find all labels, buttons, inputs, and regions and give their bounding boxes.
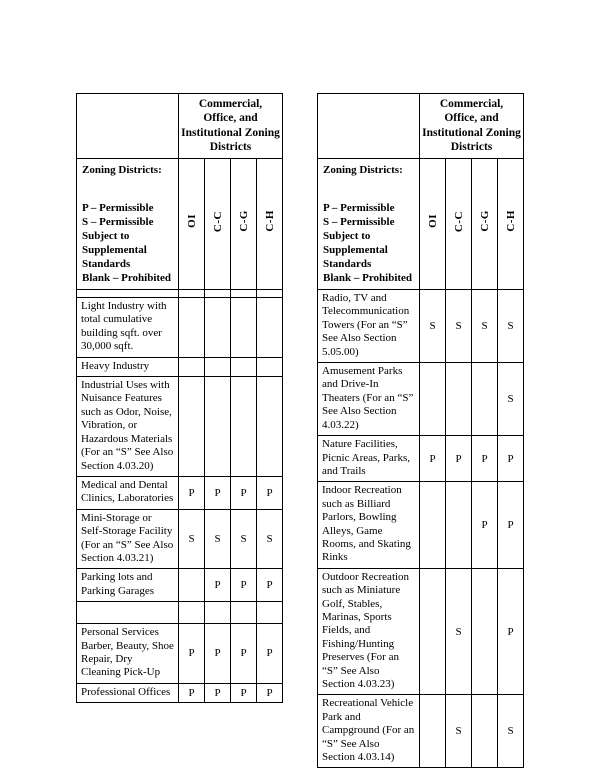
district-value-cell: P <box>257 569 283 602</box>
district-header-cell <box>472 158 498 290</box>
group-header-row <box>77 94 283 159</box>
district-value-cell <box>231 298 257 358</box>
district-value-cell: P <box>231 624 257 684</box>
zoning-table-right <box>317 93 524 768</box>
district-value-cell <box>231 290 257 298</box>
zoning-table-left <box>76 93 283 703</box>
district-value-cell: S <box>446 568 472 695</box>
table-row <box>77 298 283 358</box>
district-label: C-G <box>237 210 250 233</box>
district-value-cell: P <box>205 569 231 602</box>
corner-cell <box>77 94 179 159</box>
use-description-cell: Personal Services Barber, Beauty, Shoe Repair, Dry Cleaning Pick-Up <box>77 624 179 684</box>
table-row <box>318 482 524 568</box>
district-value-cell <box>179 569 205 602</box>
district-value-cell <box>179 290 205 298</box>
district-label: C-C <box>452 210 465 232</box>
district-value-cell <box>420 695 446 768</box>
district-value-cell <box>257 377 283 477</box>
district-value-cell: P <box>498 482 524 568</box>
district-value-cell: P <box>257 683 283 702</box>
district-value-cell <box>446 482 472 568</box>
district-value-cell <box>420 482 446 568</box>
legend-line: Blank – Prohibited <box>82 271 172 284</box>
district-value-cell: P <box>205 683 231 702</box>
district-label: C-H <box>263 210 276 233</box>
use-description-cell: Indoor Recreation such as Billiard Parlors, Bowling Alleys, Game Rooms, and Skating Rinks <box>318 482 420 568</box>
district-header-cell <box>498 158 524 290</box>
district-value-cell: S <box>498 290 524 363</box>
district-value-cell: S <box>179 509 205 569</box>
district-value-cell: S <box>231 509 257 569</box>
district-value-cell <box>472 695 498 768</box>
use-description-cell: Radio, TV and Telecommunication Towers (For an “S” See Also Section 5.05.00) <box>318 290 420 363</box>
district-value-cell: P <box>472 436 498 482</box>
district-label: C-C <box>211 210 224 232</box>
use-description-cell: Recreational Vehicle Park and Campground (For an “S” See Also Section 4.03.14) <box>318 695 420 768</box>
district-value-cell: S <box>446 290 472 363</box>
district-value-cell: P <box>498 436 524 482</box>
district-value-cell <box>179 357 205 376</box>
district-header-cell <box>446 158 472 290</box>
district-value-cell: S <box>420 290 446 363</box>
district-value-cell: S <box>257 509 283 569</box>
district-label: OI <box>185 214 198 229</box>
district-value-cell <box>179 377 205 477</box>
district-value-cell: P <box>179 476 205 509</box>
legend-line: Blank – Prohibited <box>323 271 413 284</box>
district-value-cell <box>257 290 283 298</box>
legend-line: P – Permissible <box>323 201 395 214</box>
district-value-cell <box>420 363 446 436</box>
use-description-cell: Light Industry with total cumulative building sqft. over 30,000 sqft. <box>77 298 179 358</box>
table-body <box>318 290 524 768</box>
district-value-cell: P <box>205 624 231 684</box>
district-value-cell: P <box>257 624 283 684</box>
district-value-cell: P <box>231 683 257 702</box>
use-description-cell: Parking lots and Parking Garages <box>77 569 179 602</box>
legend-row <box>77 158 283 290</box>
district-value-cell <box>205 298 231 358</box>
district-label: C-H <box>504 210 517 233</box>
table-row <box>77 683 283 702</box>
district-value-cell <box>257 298 283 358</box>
spacer-row <box>77 290 283 298</box>
legend-spacer <box>82 177 173 201</box>
use-description-cell: Nature Facilities, Picnic Areas, Parks, and Trails <box>318 436 420 482</box>
district-value-cell <box>205 602 231 624</box>
table-row <box>77 476 283 509</box>
district-value-cell: P <box>472 482 498 568</box>
district-value-cell <box>179 298 205 358</box>
district-value-cell: S <box>472 290 498 363</box>
group-header-row <box>318 94 524 159</box>
district-value-cell: S <box>446 695 472 768</box>
district-header-cell <box>257 158 283 290</box>
table-row <box>77 357 283 376</box>
legend-row <box>318 158 524 290</box>
group-header: Commercial, Office, and Institutional Zoning Districts <box>179 94 283 159</box>
district-value-cell <box>231 602 257 624</box>
use-description-cell: Heavy Industry <box>77 357 179 376</box>
table-row <box>318 436 524 482</box>
use-description-cell: Professional Offices <box>77 683 179 702</box>
district-value-cell <box>420 568 446 695</box>
district-label: OI <box>426 214 439 229</box>
legend-cell <box>318 158 420 290</box>
group-header: Commercial, Office, and Institutional Zoning Districts <box>420 94 524 159</box>
table-body <box>77 290 283 703</box>
district-value-cell <box>205 357 231 376</box>
use-description-cell: Mini-Storage or Self-Storage Facility (For an “S” See Also Section 4.03.21) <box>77 509 179 569</box>
district-value-cell <box>231 377 257 477</box>
legend-line: P – Permissible <box>82 201 154 214</box>
use-description-cell: Amusement Parks and Drive-In Theaters (For an “S” See Also Section 4.03.22) <box>318 363 420 436</box>
use-description-cell <box>77 290 179 298</box>
use-description-cell: Medical and Dental Clinics, Laboratories <box>77 476 179 509</box>
district-value-cell: S <box>498 363 524 436</box>
use-description-cell <box>77 602 179 624</box>
table-row <box>77 509 283 569</box>
legend-line: S – Permissible Subject to Supplemental Standards <box>323 215 395 270</box>
district-value-cell <box>179 602 205 624</box>
legend-title: Zoning Districts: <box>82 163 162 176</box>
district-header-cell <box>231 158 257 290</box>
spacer-row <box>77 602 283 624</box>
legend-spacer <box>323 177 414 201</box>
table-row <box>77 624 283 684</box>
district-value-cell: P <box>179 683 205 702</box>
district-value-cell <box>257 357 283 376</box>
table-row <box>318 695 524 768</box>
district-header-cell <box>420 158 446 290</box>
district-value-cell <box>472 568 498 695</box>
use-description-cell: Industrial Uses with Nuisance Features such as Odor, Noise, Vibration, or Hazardous Materials (For an “S” See Also Section 4.03.20) <box>77 377 179 477</box>
district-value-cell <box>257 602 283 624</box>
table-row <box>318 568 524 695</box>
corner-cell <box>318 94 420 159</box>
table-row <box>318 363 524 436</box>
table-row <box>77 569 283 602</box>
table-row <box>77 377 283 477</box>
district-value-cell: P <box>231 569 257 602</box>
district-value-cell: P <box>446 436 472 482</box>
district-value-cell <box>472 363 498 436</box>
district-value-cell: P <box>231 476 257 509</box>
district-value-cell: S <box>498 695 524 768</box>
district-value-cell: P <box>498 568 524 695</box>
district-header-cell <box>179 158 205 290</box>
district-value-cell: P <box>179 624 205 684</box>
district-value-cell: P <box>205 476 231 509</box>
table-row <box>318 290 524 363</box>
district-value-cell: P <box>257 476 283 509</box>
legend-title: Zoning Districts: <box>323 163 403 176</box>
district-value-cell <box>205 377 231 477</box>
district-value-cell <box>231 357 257 376</box>
district-value-cell <box>446 363 472 436</box>
use-description-cell: Outdoor Recreation such as Miniature Golf, Stables, Marinas, Sports Fields, and Fishing/Hunting Preserves (For an “S” See Also Section 4.03.23) <box>318 568 420 695</box>
district-value-cell: P <box>420 436 446 482</box>
district-label: C-G <box>478 210 491 233</box>
legend-cell <box>77 158 179 290</box>
district-header-cell <box>205 158 231 290</box>
district-value-cell: S <box>205 509 231 569</box>
district-value-cell <box>205 290 231 298</box>
legend-line: S – Permissible Subject to Supplemental Standards <box>82 215 154 270</box>
